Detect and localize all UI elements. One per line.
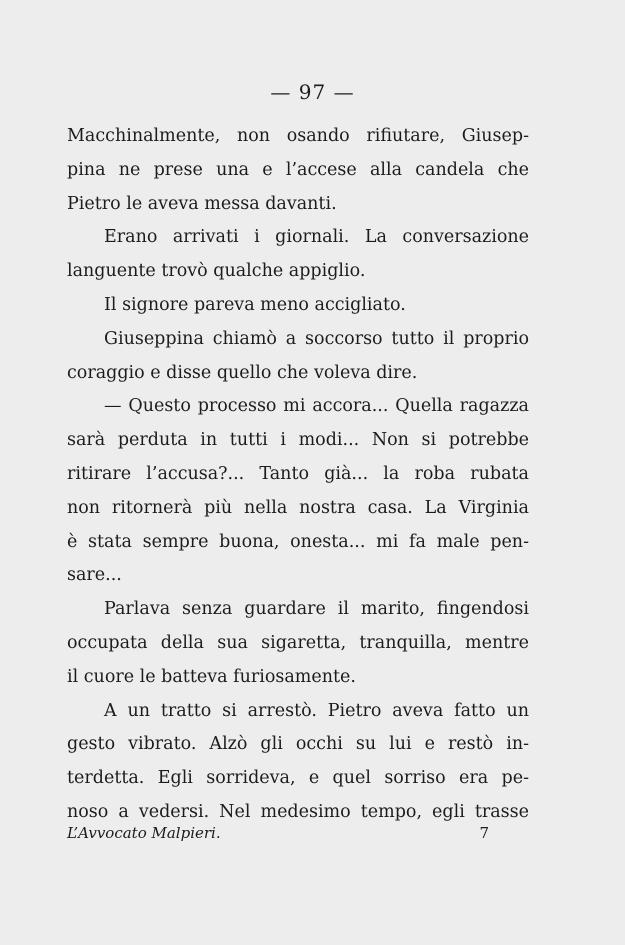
text-line: il cuore le batteva furiosamente. [67, 666, 356, 687]
body-text [67, 120, 529, 830]
text-line: gesto vibrato. Alzò gli occhi su lui e restò in- [67, 734, 529, 755]
text-line: pina ne prese una e l’accese alla candela che [67, 159, 529, 180]
text-line: Parlava senza guardare il marito, fingendosi [104, 599, 529, 620]
text-line: Pietro le aveva messa davanti. [67, 193, 337, 214]
text-line: Giuseppina chiamò a soccorso tutto il proprio [104, 328, 529, 349]
text-line: sarà perduta in tutti i modi... Non si potrebbe [67, 430, 529, 451]
text-line: occupata della sua sigaretta, tranquilla, mentre [67, 632, 529, 653]
text-line: Macchinalmente, non osando rifiutare, Giusep- [67, 126, 529, 146]
text-line: — Questo processo mi accora... Quella ragazza [104, 396, 529, 417]
text-line: terdetta. Egli sorrideva, e quel sorriso era pe- [67, 768, 529, 789]
text-line: Il signore pareva meno accigliato. [104, 294, 406, 315]
text-line: non ritornerà più nella nostra casa. La Virginia [67, 497, 529, 518]
text-line: Erano arrivati i giornali. La conversazione [104, 227, 529, 248]
text-line: ritirare l’accusa?... Tanto già... la roba rubata [67, 463, 529, 484]
text-line: languente trovò qualche appiglio. [67, 261, 366, 282]
text-line: sare... [67, 565, 122, 586]
signature-mark: L’Avvocato Malpieri. [67, 824, 221, 842]
text-line: coraggio e disse quello che voleva dire. [67, 362, 418, 383]
text-line: noso a vedersi. Nel medesimo tempo, egli trasse [67, 801, 529, 822]
sheet-number: 7 [479, 824, 489, 842]
text-line: A un tratto si arrestò. Pietro aveva fatto un [104, 700, 529, 721]
text-line: è stata sempre buona, onesta... mi fa male pen- [67, 531, 529, 552]
page-number: — 97 — [270, 80, 355, 104]
